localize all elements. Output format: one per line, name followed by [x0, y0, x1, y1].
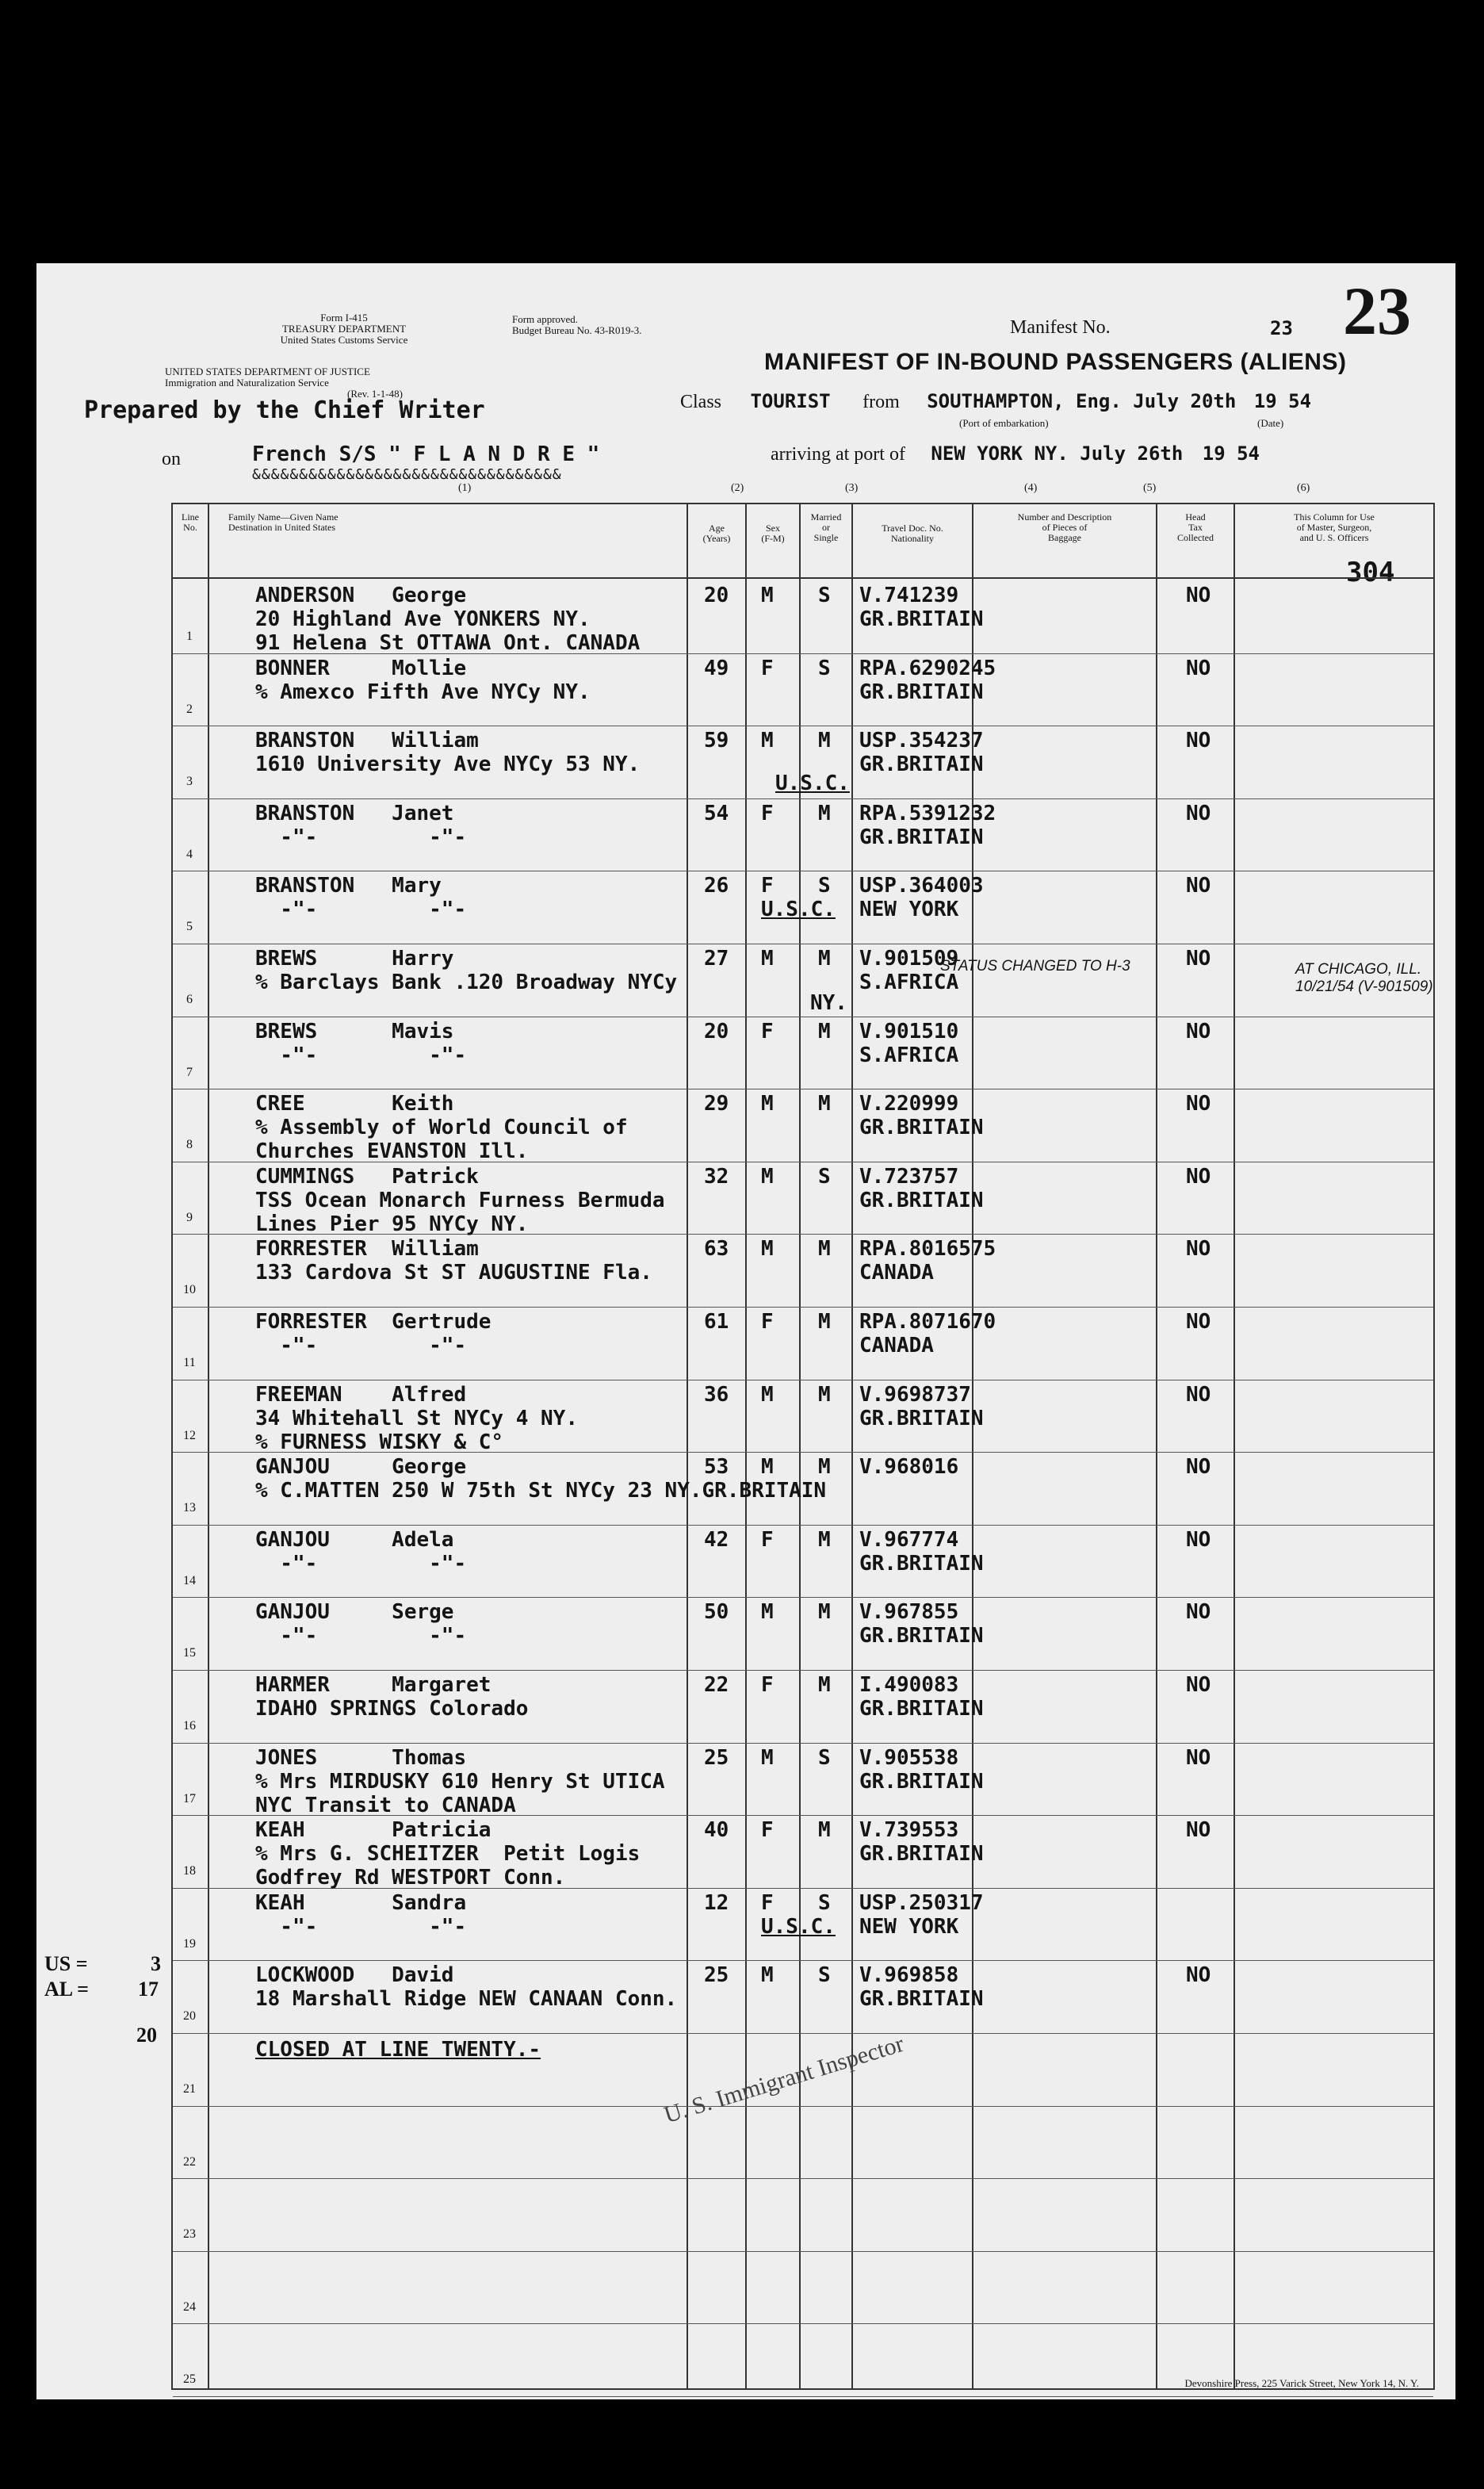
class-label: Class [680, 392, 722, 412]
passenger-marital: S [818, 1745, 831, 1770]
passenger-name: CREE Keith [255, 1092, 454, 1116]
dept-justice: UNITED STATES DEPARTMENT OF JUSTICE [165, 366, 370, 377]
customs-service: United States Customs Service [280, 334, 408, 346]
line-number: 7 [186, 1065, 193, 1079]
date-caption: (Date) [1257, 417, 1284, 429]
passenger-age: 50 [704, 1600, 729, 1625]
passenger-destination: 18 Marshall Ridge NEW CANAAN Conn. [255, 1987, 678, 2012]
port-of-embarkation: SOUTHAMPTON, Eng. July 20th [927, 390, 1237, 412]
passenger-name: BRANSTON Janet [255, 801, 454, 825]
th-sex: Sex (F-M) [761, 523, 785, 544]
passenger-sex: F [761, 1818, 774, 1843]
line-number: 14 [183, 1573, 196, 1587]
passenger-name: KEAH Patricia [255, 1818, 491, 1843]
passenger-nationality: CANADA [859, 1261, 934, 1285]
usc-mark: U.S.C. [775, 772, 850, 796]
passenger-name: GANJOU Serge [255, 1600, 454, 1625]
head-tax: NO [1186, 1455, 1211, 1480]
passenger-age: 49 [704, 656, 729, 680]
head-tax: NO [1186, 1310, 1211, 1334]
line-number: 25 [183, 2372, 196, 2387]
passenger-name: GANJOU George [255, 1455, 467, 1480]
passenger-doc: V.901510 [859, 1019, 959, 1043]
passenger-name: HARMER Margaret [255, 1673, 491, 1697]
passenger-doc: V.901509 [859, 947, 959, 971]
us-value: 3 [151, 1952, 161, 1975]
status-change-note: STATUS CHANGED TO H-3 [940, 958, 1130, 975]
passenger-name: BREWS Harry [255, 947, 454, 971]
passenger-doc: V.9698737 [859, 1382, 971, 1407]
closed-at-line: CLOSED AT LINE TWENTY.- [255, 2038, 541, 2062]
passenger-nationality: GR.BRITAIN [859, 1987, 984, 2012]
passenger-doc: V.968016 [859, 1455, 959, 1480]
line-number: 23 [183, 2227, 196, 2242]
th-name: Family Name—Given Name Destination in United States [228, 511, 338, 533]
passenger-sex: F [761, 1310, 774, 1334]
line-number: 13 [183, 1501, 196, 1515]
line-number: 12 [183, 1428, 196, 1442]
passenger-nationality: GR.BRITAIN [859, 1406, 984, 1430]
passenger-sex: F [761, 1527, 774, 1552]
on-label: on [162, 449, 181, 469]
passenger-destination: -"- -"- [255, 898, 467, 922]
passenger-nationality: S.AFRICA [859, 1043, 959, 1067]
arrival-line [771, 442, 1260, 465]
passenger-nationality: GR.BRITAIN [859, 752, 984, 777]
passenger-nationality: GR.BRITAIN [859, 1116, 984, 1140]
passenger-age: 54 [704, 801, 729, 825]
al-value: 17 [138, 1978, 159, 2001]
passenger-destination: -"- -"- [255, 1043, 467, 1067]
passenger-marital: M [818, 1237, 831, 1262]
passenger-age: 12 [704, 1890, 729, 1915]
printer-footer: Devonshire Press, 225 Varick Street, New York 14, N. Y. [1184, 2377, 1419, 2389]
passenger-name: LOCKWOOD David [255, 1963, 454, 1988]
passenger-marital: M [818, 1600, 831, 1625]
passenger-name: KEAH Sandra [255, 1890, 467, 1915]
head-tax: NO [1186, 1745, 1211, 1770]
row-divider [173, 2178, 1433, 2179]
passenger-name: FREEMAN Alfred [255, 1382, 467, 1407]
line-number: 2 [186, 702, 193, 716]
passenger-marital: M [818, 1673, 831, 1697]
rev-date: (Rev. 1-1-48) [347, 388, 403, 400]
head-tax: NO [1186, 1382, 1211, 1407]
passenger-nationality: GR.BRITAIN [859, 1551, 984, 1576]
passenger-destination-2: % FURNESS WISKY & C° [255, 1430, 504, 1454]
form-approved: Form approved. [512, 313, 579, 325]
row-divider [173, 2033, 1433, 2034]
passenger-destination: IDAHO SPRINGS Colorado [255, 1697, 529, 1721]
passenger-doc: V.905538 [859, 1745, 959, 1770]
passenger-destination: % Assembly of World Council of [255, 1116, 628, 1140]
col-num-2: (2) [731, 482, 744, 494]
line-number: 3 [186, 775, 193, 789]
passenger-destination: 133 Cardova St ST AUGUSTINE Fla. [255, 1261, 652, 1285]
line-number: 9 [186, 1210, 193, 1224]
head-tax: NO [1186, 801, 1211, 825]
passenger-destination: % Barclays Bank .120 Broadway NYCy [255, 971, 678, 994]
form-id-block [225, 312, 463, 346]
handwritten-304: 304 [1346, 557, 1395, 588]
passenger-nationality: NEW YORK [859, 898, 959, 922]
head-tax: NO [1186, 1092, 1211, 1116]
passenger-nationality: GR.BRITAIN [859, 1624, 984, 1648]
passenger-marital: S [818, 1890, 831, 1915]
class-value: TOURIST [750, 390, 831, 412]
row-divider [173, 1597, 1433, 1598]
passenger-age: 61 [704, 1310, 729, 1334]
budget-bureau: Budget Bureau No. 43-R019-3. [512, 324, 642, 336]
passenger-destination: 1610 University Ave NYCy 53 NY. [255, 752, 641, 777]
passenger-sex: M [761, 1745, 774, 1770]
passenger-age: 53 [704, 1455, 729, 1480]
passenger-marital: M [818, 1310, 831, 1334]
row-divider [173, 798, 1433, 799]
passenger-doc: RPA.6290245 [859, 656, 996, 680]
line-number: 21 [183, 2082, 196, 2096]
arrival-year: 19 54 [1202, 442, 1260, 465]
passenger-table [171, 503, 1435, 2390]
passenger-name: CUMMINGS Patrick [255, 1164, 479, 1189]
row-divider [173, 1670, 1433, 1671]
passenger-sex: M [761, 1164, 774, 1189]
passenger-destination: TSS Ocean Monarch Furness Bermuda [255, 1188, 665, 1212]
arriving-label: arriving at port of [771, 444, 905, 465]
embark-year: 19 54 [1253, 390, 1312, 412]
passenger-marital: M [818, 801, 831, 825]
passenger-doc: I.490083 [859, 1673, 959, 1697]
passenger-destination: -"- -"- [255, 1624, 467, 1648]
passenger-doc: RPA.8071670 [859, 1310, 996, 1334]
line-number: 20 [183, 2009, 196, 2024]
passenger-marital: M [818, 1019, 831, 1043]
line-number: 17 [183, 1791, 196, 1805]
passenger-sex: F [761, 1019, 774, 1043]
line-number: 6 [186, 993, 193, 1006]
passenger-nationality: GR.BRITAIN [859, 1769, 984, 1794]
ny-mark: NY. [810, 991, 847, 1015]
ins-service: Immigration and Naturalization Service [165, 377, 329, 389]
passenger-age: 25 [704, 1963, 729, 1988]
passenger-nationality: GR.BRITAIN [859, 1842, 984, 1867]
line-number: 10 [183, 1283, 196, 1297]
passenger-destination-2: Godfrey Rd WESTPORT Conn. [255, 1866, 566, 1890]
passenger-marital: S [818, 1164, 831, 1189]
head-tax: NO [1186, 1673, 1211, 1697]
passenger-doc: USP.364003 [859, 874, 984, 898]
passenger-name: BRANSTON Mary [255, 874, 442, 898]
row-divider [173, 2323, 1433, 2324]
usc-mark: U.S.C. [761, 1914, 836, 1939]
th-officers: This Column for Use of Master, Surgeon, and U. S. Officers [1294, 511, 1375, 543]
passenger-destination: 20 Highland Ave YONKERS NY. [255, 607, 591, 631]
passenger-sex: F [761, 1890, 774, 1915]
passenger-age: 42 [704, 1527, 729, 1552]
header-divider [173, 577, 1433, 579]
th-line-no: Line No. [182, 511, 199, 533]
passenger-sex: M [761, 1600, 774, 1625]
passenger-destination: % C.MATTEN 250 W 75th St NYCy 23 NY.GR.BRITAIN [255, 1479, 827, 1503]
passenger-marital: M [818, 729, 831, 753]
form-number: Form I-415 [320, 312, 368, 324]
head-tax: NO [1186, 1164, 1211, 1189]
row-divider [173, 1960, 1433, 1961]
head-tax: NO [1186, 1963, 1211, 1988]
passenger-sex: M [761, 1963, 774, 1988]
passenger-age: 32 [704, 1164, 729, 1189]
total-value: 20 [136, 2024, 157, 2047]
passenger-age: 27 [704, 947, 729, 971]
inspector-stamp: U. S. Immigrant Inspector [660, 2030, 907, 2129]
passenger-name: GANJOU Adela [255, 1527, 454, 1552]
passenger-destination: -"- -"- [255, 1334, 467, 1357]
manifest-no-label: Manifest No. [1010, 317, 1111, 338]
passenger-destination: % Amexco Fifth Ave NYCy NY. [255, 680, 591, 704]
passenger-age: 26 [704, 874, 729, 898]
row-divider [173, 2106, 1433, 2107]
prepared-by: Prepared by the Chief Writer [84, 396, 485, 424]
passenger-doc: V.967774 [859, 1527, 959, 1552]
passenger-doc: RPA.5391232 [859, 801, 996, 825]
passenger-destination: % Mrs MIRDUSKY 610 Henry St UTICA [255, 1769, 665, 1794]
passenger-nationality: GR.BRITAIN [859, 1188, 984, 1212]
passenger-marital: M [818, 1527, 831, 1552]
passenger-nationality: GR.BRITAIN [859, 825, 984, 849]
passenger-age: 25 [704, 1745, 729, 1770]
row-divider [173, 1307, 1433, 1308]
row-divider [173, 2396, 1433, 2397]
passenger-destination: -"- -"- [255, 1914, 467, 1939]
passenger-sex: M [761, 1092, 774, 1116]
col-num-3: (3) [845, 482, 859, 494]
th-married: Married or Single [810, 511, 842, 543]
manifest-sheet [36, 263, 1455, 2399]
passenger-destination-2: Lines Pier 95 NYCy NY. [255, 1212, 529, 1236]
page-number-stamp: 23 [1343, 273, 1411, 349]
passenger-name: BONNER Mollie [255, 656, 467, 680]
arrival-port: NEW YORK NY. July 26th [931, 442, 1184, 465]
passenger-name: BRANSTON William [255, 729, 479, 753]
line-number: 11 [183, 1356, 196, 1369]
passenger-sex: F [761, 1673, 774, 1697]
al-label: AL = [44, 1978, 89, 2001]
dept-block [165, 366, 403, 400]
passenger-marital: M [818, 947, 831, 971]
head-tax: NO [1186, 947, 1211, 971]
col-num-4: (4) [1024, 482, 1038, 494]
from-label: from [862, 392, 900, 412]
passenger-sex: M [761, 947, 774, 971]
head-tax: NO [1186, 584, 1211, 607]
head-tax: NO [1186, 656, 1211, 680]
passenger-name: BREWS Mavis [255, 1019, 454, 1043]
line-number: 4 [186, 847, 193, 861]
passenger-age: 29 [704, 1092, 729, 1116]
row-divider [173, 1743, 1433, 1744]
line-number: 16 [183, 1719, 196, 1733]
passenger-sex: M [761, 1455, 774, 1480]
col-num-1: (1) [458, 482, 472, 494]
head-tax: NO [1186, 1019, 1211, 1043]
passenger-nationality: NEW YORK [859, 1914, 959, 1939]
passenger-destination-2: 91 Helena St OTTAWA Ont. CANADA [255, 631, 641, 655]
passenger-destination: 34 Whitehall St NYCy 4 NY. [255, 1406, 578, 1430]
passenger-destination: -"- -"- [255, 1551, 467, 1576]
form-approved-block [512, 314, 642, 336]
passenger-doc: V.220999 [859, 1092, 959, 1116]
passenger-destination: -"- -"- [255, 825, 467, 849]
passenger-nationality: CANADA [859, 1334, 934, 1357]
passenger-sex: F [761, 801, 774, 825]
passenger-destination: % Mrs G. SCHEITZER Petit Logis [255, 1842, 641, 1867]
usc-mark: U.S.C. [761, 898, 836, 922]
treasury-dept: TREASURY DEPARTMENT [281, 323, 407, 335]
port-caption: (Port of embarkation) [959, 417, 1049, 429]
passenger-sex: M [761, 1237, 774, 1262]
class-line [680, 390, 1311, 413]
passenger-marital: M [818, 1818, 831, 1843]
passenger-nationality: GR.BRITAIN [859, 607, 984, 631]
passenger-age: 22 [704, 1673, 729, 1697]
line-number: 18 [183, 1864, 196, 1878]
passenger-doc: V.723757 [859, 1164, 959, 1189]
passenger-sex: F [761, 874, 774, 898]
line-number: 8 [186, 1138, 193, 1152]
passenger-age: 20 [704, 584, 729, 607]
passenger-marital: S [818, 874, 831, 898]
passenger-nationality: S.AFRICA [859, 971, 959, 994]
passenger-doc: RPA.8016575 [859, 1237, 996, 1262]
passenger-age: 59 [704, 729, 729, 753]
passenger-marital: S [818, 584, 831, 607]
col-num-6: (6) [1297, 482, 1310, 494]
passenger-destination-2: NYC Transit to CANADA [255, 1793, 516, 1817]
head-tax: NO [1186, 729, 1211, 753]
passenger-name: FORRESTER William [255, 1237, 479, 1262]
line-number: 15 [183, 1646, 196, 1660]
line-number: 19 [183, 1936, 196, 1951]
us-label: US = [44, 1952, 88, 1975]
th-age: Age (Years) [702, 523, 731, 544]
manifest-title: MANIFEST OF IN-BOUND PASSENGERS (ALIENS) [764, 349, 1347, 375]
passenger-age: 40 [704, 1818, 729, 1843]
passenger-age: 20 [704, 1019, 729, 1043]
passenger-marital: M [818, 1092, 831, 1116]
passenger-doc: V.741239 [859, 584, 959, 607]
col-num-5: (5) [1143, 482, 1157, 494]
passenger-name: FORRESTER Gertrude [255, 1310, 491, 1334]
th-headtax: Head Tax Collected [1177, 511, 1214, 543]
passenger-doc: USP.354237 [859, 729, 984, 753]
line-number: 5 [186, 920, 193, 934]
line-number: 24 [183, 2299, 196, 2314]
head-tax: NO [1186, 1818, 1211, 1843]
passenger-name: ANDERSON George [255, 584, 467, 607]
passenger-marital: S [818, 656, 831, 680]
passenger-sex: M [761, 729, 774, 753]
passenger-marital: M [818, 1455, 831, 1480]
vessel-name: French S/S " F L A N D R E " [252, 442, 600, 466]
passenger-doc: V.739553 [859, 1818, 959, 1843]
status-change-note-2: AT CHICAGO, ILL. 10/21/54 (V-901509) [1295, 961, 1433, 995]
line-number: 22 [183, 2154, 196, 2169]
head-tax: NO [1186, 1600, 1211, 1625]
passenger-sex: F [761, 656, 774, 680]
passenger-age: 63 [704, 1237, 729, 1262]
th-doc: Travel Doc. No. Nationality [882, 523, 943, 544]
passenger-nationality: GR.BRITAIN [859, 680, 984, 704]
passenger-sex: M [761, 584, 774, 607]
passenger-doc: USP.250317 [859, 1890, 984, 1915]
head-tax: NO [1186, 1527, 1211, 1552]
passenger-doc: V.967855 [859, 1600, 959, 1625]
passenger-marital: S [818, 1963, 831, 1988]
head-tax: NO [1186, 1237, 1211, 1262]
passenger-doc: V.969858 [859, 1963, 959, 1988]
passenger-age: 36 [704, 1382, 729, 1407]
row-divider [173, 2251, 1433, 2252]
line-number: 1 [186, 630, 193, 643]
vessel-underline: &&&&&&&&&&&&&&&&&&&&&&&&&&&&&&&&& [252, 466, 562, 483]
passenger-marital: M [818, 1382, 831, 1407]
th-baggage: Number and Description of Pieces of Baggage [1017, 511, 1112, 543]
passenger-destination-2: Churches EVANSTON Ill. [255, 1139, 529, 1164]
head-tax: NO [1186, 874, 1211, 898]
row-divider [173, 1525, 1433, 1526]
passenger-sex: M [761, 1382, 774, 1407]
passenger-nationality: GR.BRITAIN [859, 1697, 984, 1721]
manifest-no-value: 23 [1270, 317, 1293, 339]
passenger-name: JONES Thomas [255, 1745, 467, 1770]
